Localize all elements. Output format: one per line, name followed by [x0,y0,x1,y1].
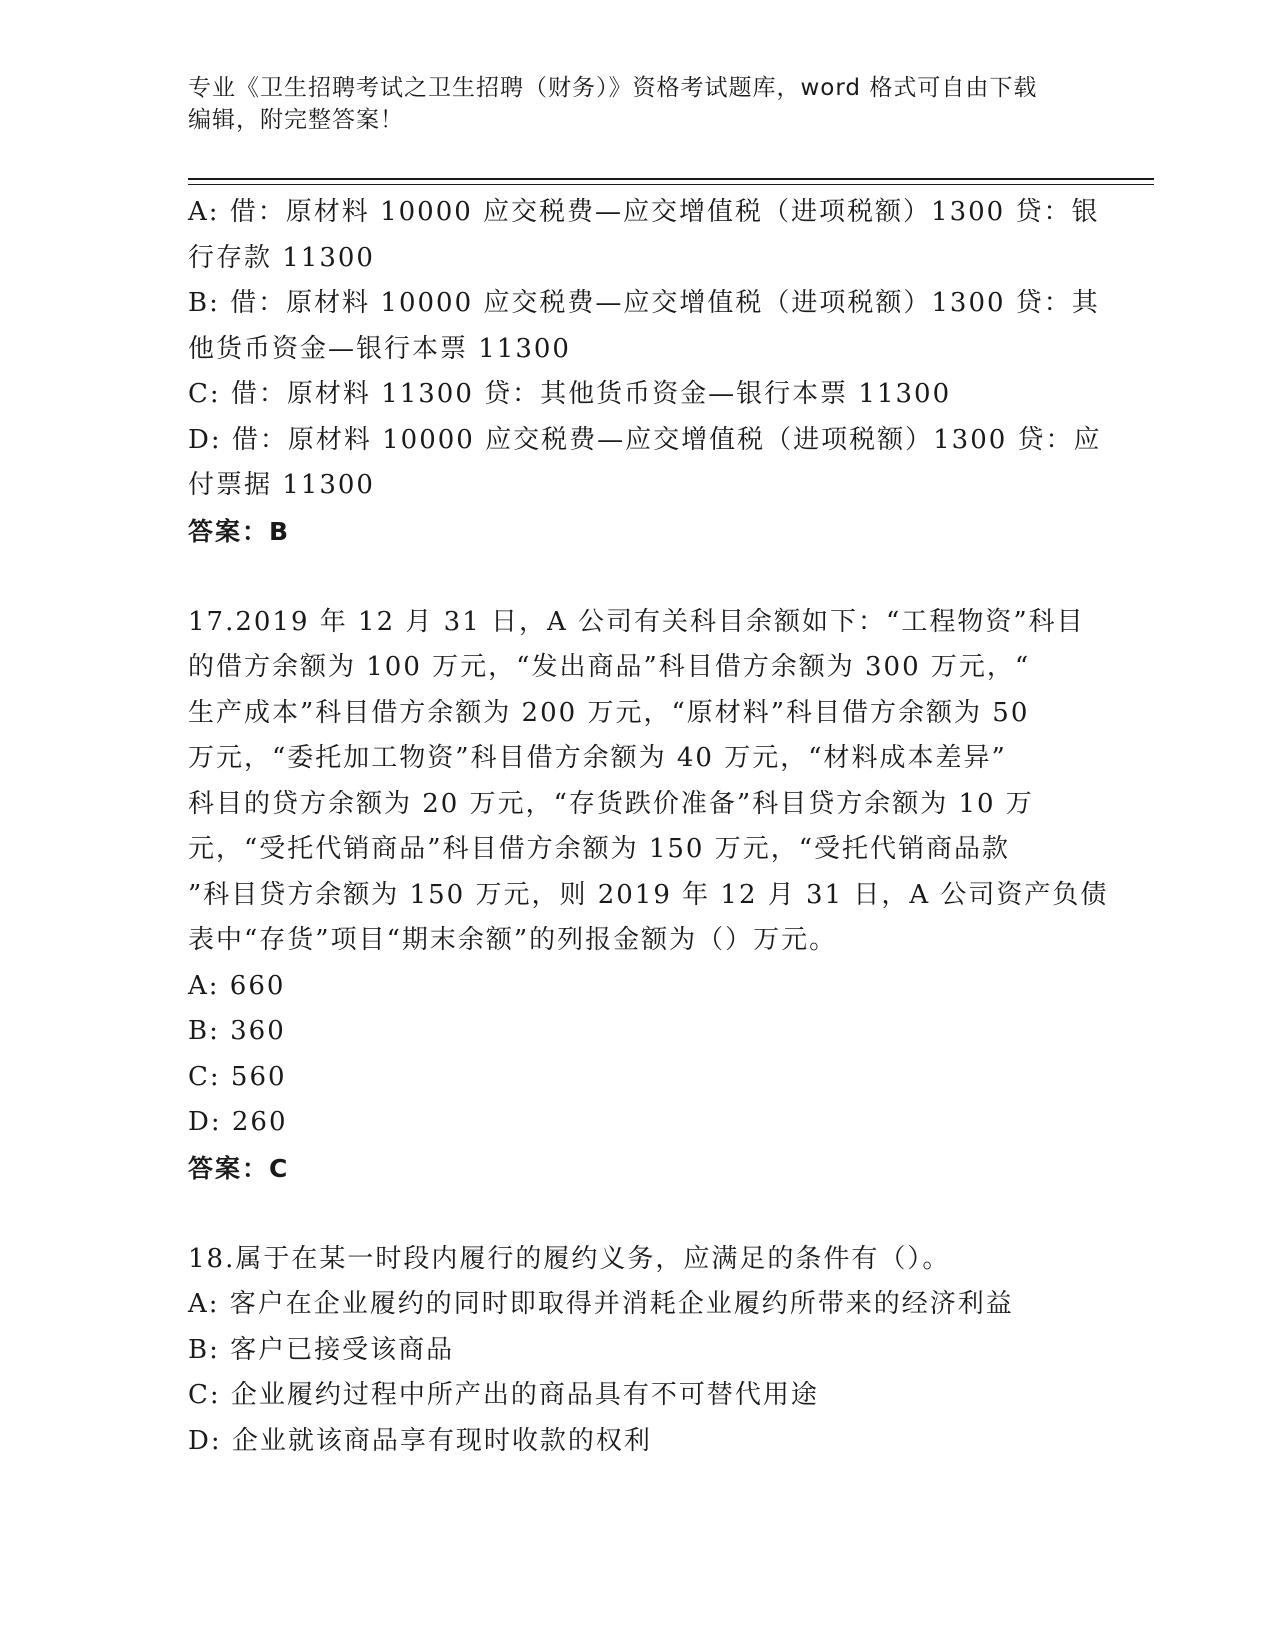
answer-label: 答案：C [188,1153,290,1183]
question-stem-line: 元，“受托代销商品”科目借方余额为 150 万元，“受托代销商品款 [188,834,1011,864]
question-content [188,190,1109,1464]
answer-label: 答案：B [188,516,291,546]
header-line-1: 专业《卫生招聘考试之卫生招聘（财务）》资格考试题库，word 格式可自由下载 [188,75,1038,101]
option-a: A: 660 [188,970,286,1001]
option-d: D: 企业就该商品享有现时收款的权利 [188,1425,652,1456]
option-d: D: 260 [188,1107,288,1137]
question-18 [188,1237,1088,1465]
option-b: B: 360 [188,1016,286,1046]
question-stem: 18.属于在某一时段内履行的履约义务，应满足的条件有（）。 [188,1243,951,1274]
question-stem-line: 科目的贷方余额为 20 万元，“存货跌价准备”科目贷方余额为 10 万 [188,788,1034,819]
document-header [188,72,1088,136]
spacer [188,1191,1088,1237]
option-b-line-2: 他货币资金—银行本票 11300 [188,333,571,364]
option-d-line-2: 付票据 11300 [188,470,375,500]
option-c: C: 企业履约过程中所产出的商品具有不可替代用途 [188,1380,819,1410]
option-b: B: 客户已接受该商品 [188,1334,455,1365]
header-rule-thin [188,184,1154,185]
spacer [188,554,1088,600]
option-a: A: 客户在企业履约的同时即取得并消耗企业履约所带来的经济利益 [188,1289,1014,1319]
question-stem-line: 的借方余额为 100 万元，“发出商品”科目借方余额为 300 万元，“ [188,652,1031,682]
header-line-2: 编辑，附完整答案！ [188,107,404,133]
question-stem-line: 万元，“委托加工物资”科目借方余额为 40 万元，“材料成本差异” [188,743,1007,773]
question-stem-line: 表中“存货”项目“期末余额”的列报金额为（）万元。 [188,925,838,955]
question-stem-line: 生产成本”科目借方余额为 200 万元，“原材料”科目借方余额为 50 [188,697,1030,728]
question-17 [188,600,1109,1192]
question-stem-line: 17.2019 年 12 月 31 日，A 公司有关科目余额如下：“工程物资”科目 [188,606,1085,637]
option-c-line-1: C: 借：原材料 11300 贷：其他货币资金—银行本票 11300 [188,379,952,409]
option-d-line-1: D: 借：原材料 10000 应交税费—应交增值税（进项税额）1300 贷：应 [188,424,1102,455]
question-stem-line: ”科目贷方余额为 150 万元，则 2019 年 12 月 31 日，A 公司资产负债 [188,879,1109,910]
header-rule-thick [188,178,1154,180]
option-a-line-2: 行存款 11300 [188,242,375,273]
prev-question [188,190,1102,554]
option-b-line-1: B: 借：原材料 10000 应交税费—应交增值税（进项税额）1300 贷：其 [188,288,1100,318]
option-c: C: 560 [188,1061,287,1092]
option-a-line-1: A: 借：原材料 10000 应交税费—应交增值税（进项税额）1300 贷：银 [188,197,1100,227]
